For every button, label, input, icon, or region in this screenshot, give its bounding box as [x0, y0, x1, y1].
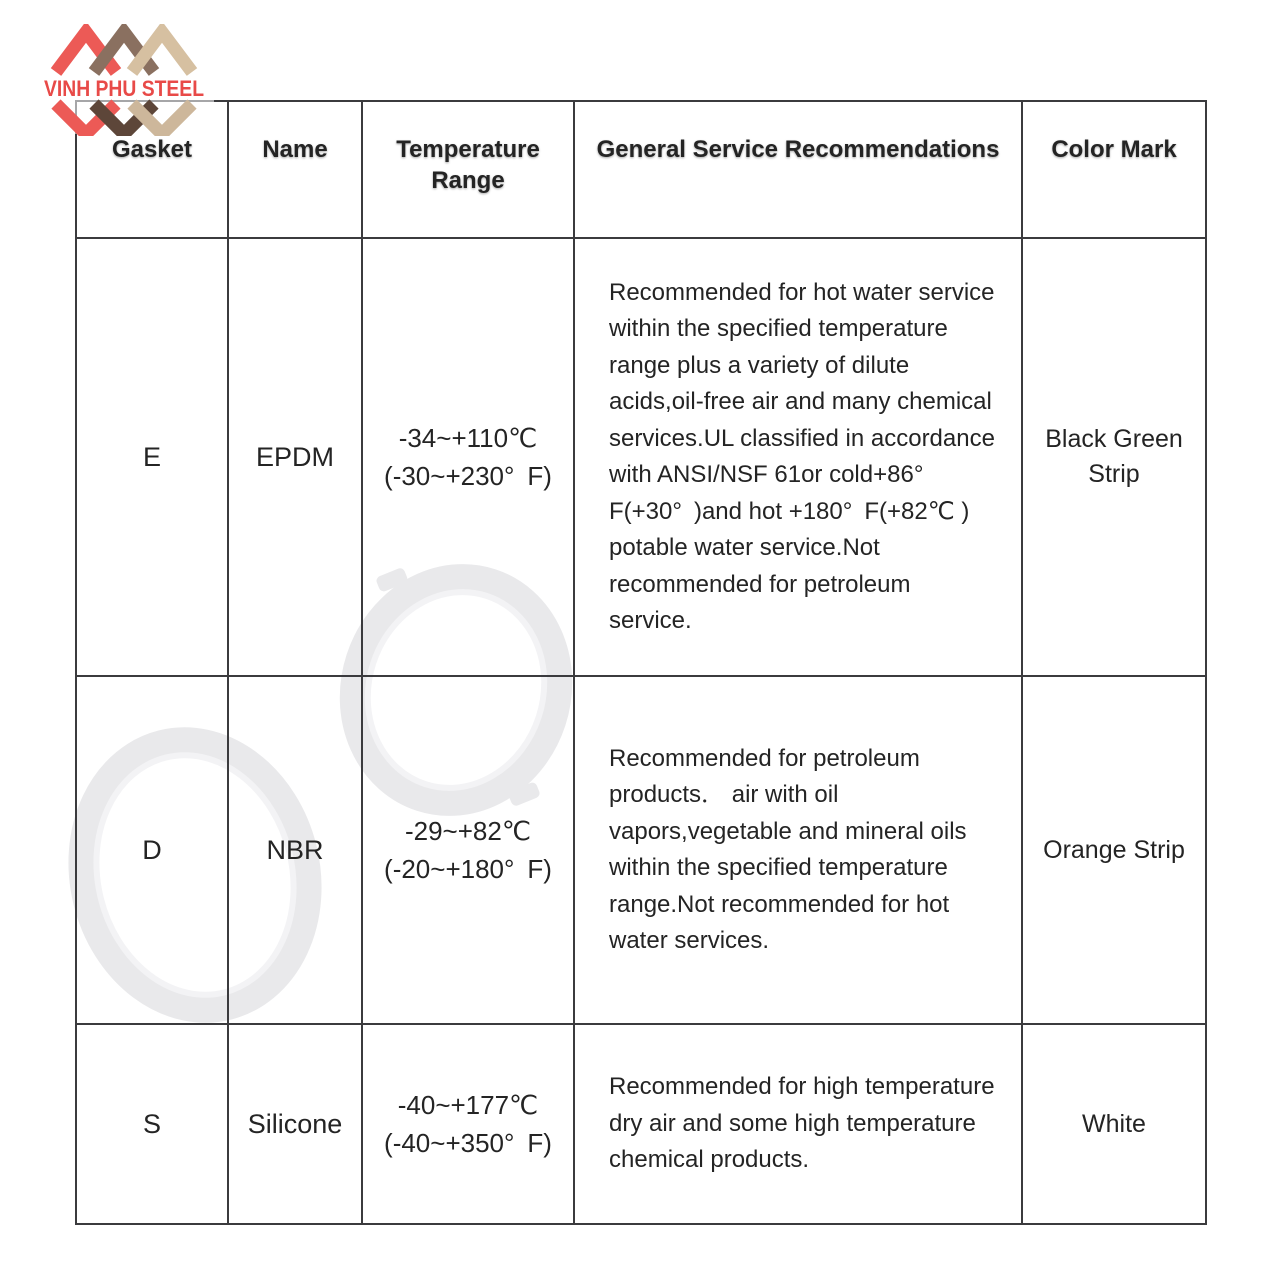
temp-celsius: -40~+177℃ [397, 1090, 539, 1120]
gasket-code: E [76, 238, 228, 676]
color-mark: White [1022, 1024, 1206, 1224]
recommendation-text: Recommended for petroleum products． air with oil vapors,vegetable and mineral oils within the specified temperature range.Not recommended for hot water services. [574, 676, 1022, 1024]
color-mark: Orange Strip [1022, 676, 1206, 1024]
temp-fahrenheit: (-20~+180° F) [384, 854, 552, 884]
temperature-range-cell [362, 238, 574, 676]
temperature-range-cell [362, 676, 574, 1024]
recommendation-text: Recommended for hot water service within the specified temperature range plus a variety of dilute acids,oil-free air and many chemical services.UL classified in accordance with ANSI/NSF 61or cold+86° F(+30° )and hot +180° F(+82℃ ) potable water service.Not recommended for petroleum service. [574, 238, 1022, 676]
header-temperature-range: Temperature Range [362, 101, 574, 238]
logo-text: VINH PHU STEEL [44, 76, 204, 101]
header-gasket: Gasket [76, 101, 228, 238]
temp-celsius: -29~+82℃ [404, 816, 532, 846]
table-row-silicone [76, 1024, 1206, 1224]
header-color-mark: Color Mark [1022, 101, 1206, 238]
table-row-nbr [76, 676, 1206, 1024]
temperature-range-cell [362, 1024, 574, 1224]
color-mark: Black Green Strip [1022, 238, 1206, 676]
recommendation-text: Recommended for high temperature dry air and some high temperature chemical products. [574, 1024, 1022, 1224]
gasket-name: Silicone [228, 1024, 362, 1224]
gasket-name: EPDM [228, 238, 362, 676]
gasket-code: S [76, 1024, 228, 1224]
gasket-code: D [76, 676, 228, 1024]
gasket-spec-table [75, 100, 1207, 1225]
gasket-name: NBR [228, 676, 362, 1024]
temp-fahrenheit: (-30~+230° F) [384, 461, 552, 491]
header-row [76, 101, 1206, 238]
vinh-phu-steel-logo [40, 24, 208, 136]
header-name: Name [228, 101, 362, 238]
temp-fahrenheit: (-40~+350° F) [384, 1128, 552, 1158]
logo-chevrons-bottom-icon [56, 104, 192, 134]
table-row-epdm [76, 238, 1206, 676]
header-recommendations: General Service Recommendations [574, 101, 1022, 238]
logo-chevrons-top-icon [56, 32, 192, 72]
temp-celsius: -34~+110℃ [398, 423, 538, 453]
